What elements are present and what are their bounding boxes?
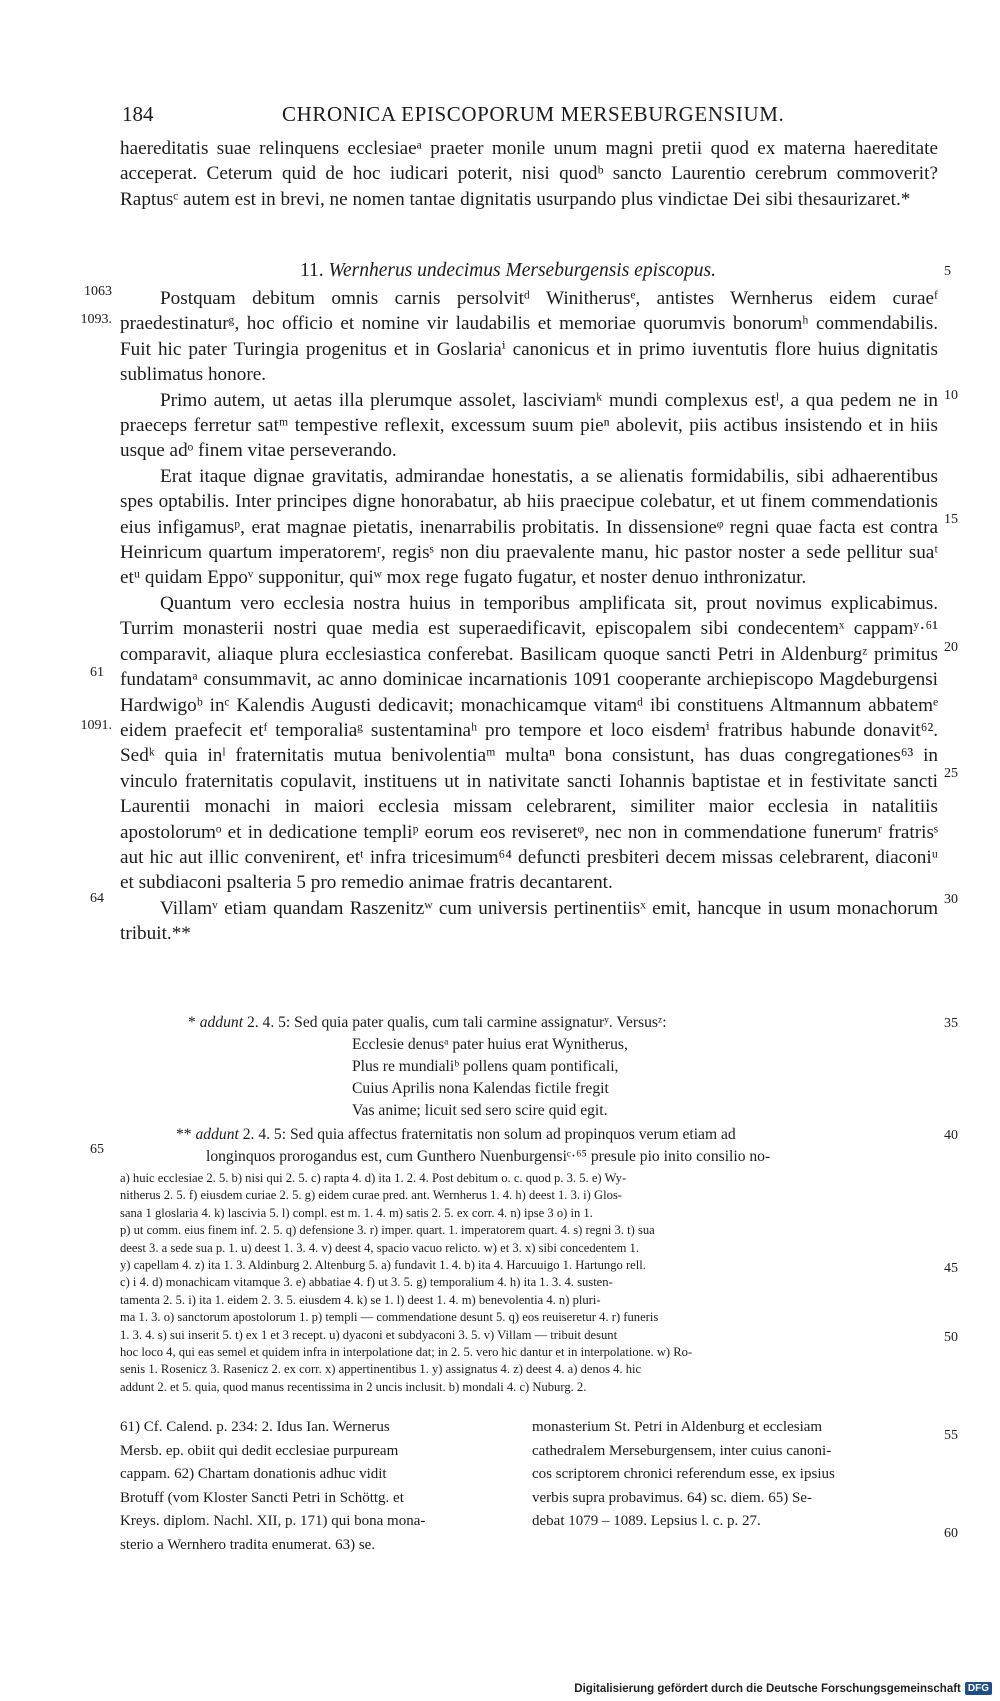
footnote-line: debat 1079 – 1089. Lepsius l. c. p. 27. xyxy=(532,1513,761,1529)
line-number-10: 10 xyxy=(944,388,958,403)
note-2-addunt: addunt xyxy=(195,1126,239,1143)
note-1-text: Sed quia pater qualis, cum tali carmine assignaturʸ. Versusᶻ: xyxy=(294,1014,667,1031)
margin-ref-61: 61 xyxy=(90,665,104,680)
chapter-heading xyxy=(300,260,716,282)
line-number-50: 50 xyxy=(944,1330,958,1345)
footnote-line: monasterium St. Petri in Aldenburg et ecclesiam xyxy=(532,1419,823,1435)
apparatus-line: y) capellam 4. z) ita 1. 3. Aldinburg 2. Altenburg 5. a) fundavit 1. 4. b) ita 4. Harcuuigo 1. Hartungo rell. xyxy=(120,1258,646,1273)
line-number-60: 60 xyxy=(944,1526,958,1541)
footnote-line: sterio a Wernhero tradita enumerat. 63) se. xyxy=(120,1536,376,1553)
credit-text: Digitalisierung gefördert durch die Deutsche Forschungsgemeinschaft xyxy=(574,1682,961,1695)
running-title: CHRONICA EPISCOPORUM MERSEBURGENSIUM. xyxy=(282,102,785,126)
note-2-mark: ** xyxy=(176,1126,192,1143)
margin-year-1093: 1093. xyxy=(80,312,112,327)
chapter-title: Wernherus undecimus Merseburgensis episcopus. xyxy=(328,260,716,281)
digitization-credit xyxy=(574,1682,992,1695)
chapter-number: 11. xyxy=(300,260,324,281)
paragraph-5: Quantum vero ecclesia nostra huius in temporibus amplificata sit, prout novimus explicabimus. Turrim monasterii nostri quae media est superaedificavit, episcopalem sibi condecentemˣ cappamʸ·⁶¹ comparavit, aliaque plura ecclesiastica conferebat. Basilicam quoque sancti Petri in Aldenburgᶻ primitus fundatamᵃ consummavit, ac anno dominicae incarnationis 1091 cooperante archiepiscopo Magdeburgensi Hardwigoᵇ inᶜ Kalendis Augusti dedicavit; monachicamque vitamᵈ ibi constituens Altmannum abbatemᵉ eidem praefecit etᶠ temporaliaᵍ sustentaminaʰ pro tempore et loco eisdemⁱ fratribus habunde donavit⁶². Sedᵏ quia inˡ fraternitatis mutua benivolentiaᵐ multaⁿ bona consistunt, has duas congregationes⁶³ in vinculo fraternitatis copulavit, instituens ut in nativitate sancti Iohannis baptistae et in festivitate sancti Laurentii monachi in maiori ecclesia missam celebrarent, similiter maior ecclesia in natalitiis apostolorumᵒ et in dedicatione templiᵖ eorum eos reviseretᵠ, nec non in commendatione funerumʳ fratrisˢ aut hic aut illic convenirent, etᵗ infra tricesimum⁶⁴ defuncti presbiteri decem missas celebrarent, diaconiᵘ et subdiaconi psalteria 5 pro remedio animae fratris decantarent. xyxy=(120,592,938,894)
apparatus-line: tamenta 2. 5. i) ita 1. eidem 2. 3. 5. eiusdem 4. k) se 1. l) deest 1. 4. m) benevolentia 4. n) pluri- xyxy=(120,1292,601,1307)
paragraph-2: Postquam debitum omnis carnis persolvitᵈ Winitherusᵉ, antistes Wernherus eidem curaeᶠ praedestinaturᵍ, hoc officio et nomine vir laudabilis et memoriae quorumvis bonorumʰ commendabilis. Fuit hic pater Turingia progenitus et in Goslariaⁱ canonicus et in primo iuventutis flore huius dignitatis sublimatus honore. xyxy=(120,288,938,386)
paragraph-6: Villamᵛ etiam quandam Raszenitzʷ cum universis pertinentiisˣ emit, hancque in usum monachorum tribuit.** xyxy=(120,897,938,945)
verse-line: Ecclesie denusᵃ pater huius erat Wynitherus, xyxy=(352,1036,628,1053)
note-1-addunt: addunt xyxy=(199,1014,244,1031)
footnotes-left-column xyxy=(120,1416,520,1557)
footnote-line: Mersb. ep. obiit qui dedit ecclesiae purpuream xyxy=(120,1442,399,1459)
dfg-logo: DFG xyxy=(965,1682,992,1695)
addition-note-2-continued: longinquos prorogandus est, cum Gunthero Nuenburgensiᶜ·⁶⁵ presule pio inito consilio no- xyxy=(206,1148,771,1165)
apparatus-line: sana 1 gloslaria 4. k) lascivia 5. l) compl. est m. 1. 4. m) satis 2. 5. ex corr. 4. n) ipse 3 o) in 1. xyxy=(120,1205,593,1220)
verse-line: Vas anime; licuit sed sero scire quid egit. xyxy=(352,1102,608,1119)
apparatus-line: 1. 3. 4. s) sui inserit 5. t) ex 1 et 3 recept. u) dyaconi et subdyaconi 3. 5. v) Villam — tribuit desunt xyxy=(120,1327,618,1342)
critical-apparatus xyxy=(120,1170,938,1396)
note-1-mark: * xyxy=(188,1014,196,1031)
footnote-line: cappam. 62) Chartam donationis adhuc vidit xyxy=(120,1466,387,1482)
verse-line: Cuius Aprilis nona Kalendas fictile fregit xyxy=(352,1080,609,1097)
apparatus-line: p) ut comm. eius finem inf. 2. 5. q) defensione 3. r) imper. quart. 1. imperatorem quart. 4. s) regni 3. t) sua xyxy=(120,1223,655,1238)
apparatus-line: deest 3. a sede sua p. 1. u) deest 1. 3. 4. v) deest 4, spacio vacuo relicto. w) et 3. x) sibi concedentem 1. xyxy=(120,1240,639,1255)
note-2-codices: 2. 4. 5: xyxy=(242,1126,287,1143)
line-number-20: 20 xyxy=(944,640,958,655)
line-number-30: 30 xyxy=(944,892,958,907)
line-number-55: 55 xyxy=(944,1428,958,1443)
apparatus-line: hoc loco 4, qui eas semel et quidem infra in interpolatione dat; in 2. 5. vero hic dantur et in interpolatione. w) Ro- xyxy=(120,1345,693,1360)
line-number-40: 40 xyxy=(944,1128,958,1143)
note-2-text: Sed quia affectus fraternitatis non solum ad propinquos verum etiam ad xyxy=(289,1126,736,1143)
line-number-35: 35 xyxy=(944,1016,958,1031)
footnote-line: verbis supra probavimus. 64) sc. diem. 65) Se- xyxy=(532,1489,812,1506)
main-text xyxy=(120,286,938,947)
apparatus-line: senis 1. Rosenicz 3. Rasenicz 2. ex corr. x) appertinentibus 1. y) assignatus 4. z) deest 4. a) denos 4. hic xyxy=(120,1362,642,1377)
addition-note-2 xyxy=(176,1124,736,1147)
paragraph-1: haereditatis suae relinquens ecclesiaeᵃ praeter monile unum magni pretii quod ex materna haereditate acceperat. Ceterum quid de hoc iudicari poterit, nisi quodᵇ sancto Laurentio cerebrum commoverit? Raptusᶜ autem est in brevi, ne nomen tantae dignitatis usurpando plus vindictae Dei sibi thesaurizaret.* xyxy=(120,138,938,210)
paragraph-4: Erat itaque dignae gravitatis, admirandae honestatis, a se alienatis formidabilis, sibi adhaerentibus spes optabilis. Inter principes digne honorabatur, ab hiis praecipue colebatur, et ut finem commendationis eius infigamusᵖ, erat magnae pietatis, inenarrabilis probitatis. In dissensioneᵠ regni quae facta est contra Heinricum quartum imperatoremʳ, regisˢ non diu praevalente manu, hic pastor noster a sede pellitur suaᵗ etᵘ quidam Eppoᵛ supponitur, quiʷ mox rege fugato fugatur, et noster denuo inthronizatur. xyxy=(120,465,938,589)
paragraph-3: Primo autem, ut aetas illa plerumque assolet, lasciviamᵏ mundi complexus estˡ, a qua pedem ne in praeceps ferretur satᵐ tempestive reflexit, excessum suum pieⁿ abolevit, piis actibus insistendo et in hiis usque adᵒ finem vitae perseverando. xyxy=(120,389,938,462)
apparatus-line: addunt 2. et 5. quia, quod manus recentissima in 2 uncis inclusit. b) mondali 4. c) Nuburg. 2. xyxy=(120,1379,587,1394)
margin-year-1063: 1063 xyxy=(84,284,112,299)
footnote-line: Brotuff (vom Kloster Sancti Petri in Schöttg. et xyxy=(120,1489,404,1506)
line-number-25: 25 xyxy=(944,766,958,781)
footnote-line: Kreys. diplom. Nachl. XII, p. 171) qui bona mona- xyxy=(120,1513,426,1529)
margin-year-1091: 1091. xyxy=(80,718,112,733)
addition-note-1 xyxy=(188,1012,667,1035)
note-1-codices: 2. 4. 5: xyxy=(246,1014,291,1031)
apparatus-line: ma 1. 3. o) sanctorum apostolorum 1. p) templi — commendatione desunt 5. q) eos reuiseretur 4. r) funeris xyxy=(120,1310,659,1325)
footnote-line: cos scriptorem chronici referendum esse, ex ipsius xyxy=(532,1466,835,1482)
margin-ref-64: 64 xyxy=(90,891,104,906)
margin-ref-65: 65 xyxy=(90,1142,104,1157)
apparatus-line: nitherus 2. 5. f) eiusdem curiae 2. 5. g) eidem curae pred. ant. Wernherus 1. 4. h) deest 1. 3. i) Glos- xyxy=(120,1188,623,1203)
footnote-line: 61) Cf. Calend. p. 234: 2. Idus Ian. Wernerus xyxy=(120,1419,390,1435)
line-number-5: 5 xyxy=(944,264,951,279)
footnotes-right-column xyxy=(532,1416,938,1534)
main-text-top xyxy=(120,136,938,212)
apparatus-line: c) i 4. d) monachicam vitamque 3. e) abbatiae 4. f) ut 3. 5. g) temporalium 4. h) ita 1. 3. 4. susten- xyxy=(120,1275,613,1290)
apparatus-line: a) huic ecclesiae 2. 5. b) nisi qui 2. 5. c) rapta 4. d) ita 1. 2. 4. Post debitum o. c. quod p. 3. 5. e) Wy- xyxy=(120,1171,627,1185)
line-number-45: 45 xyxy=(944,1261,958,1276)
footnote-line: cathedralem Merseburgensem, inter cuius canoni- xyxy=(532,1442,832,1459)
verse-line: Plus re mundialiᵇ pollens quam pontificali, xyxy=(352,1058,619,1075)
page-number: 184 xyxy=(122,102,154,126)
line-number-15: 15 xyxy=(944,512,958,527)
